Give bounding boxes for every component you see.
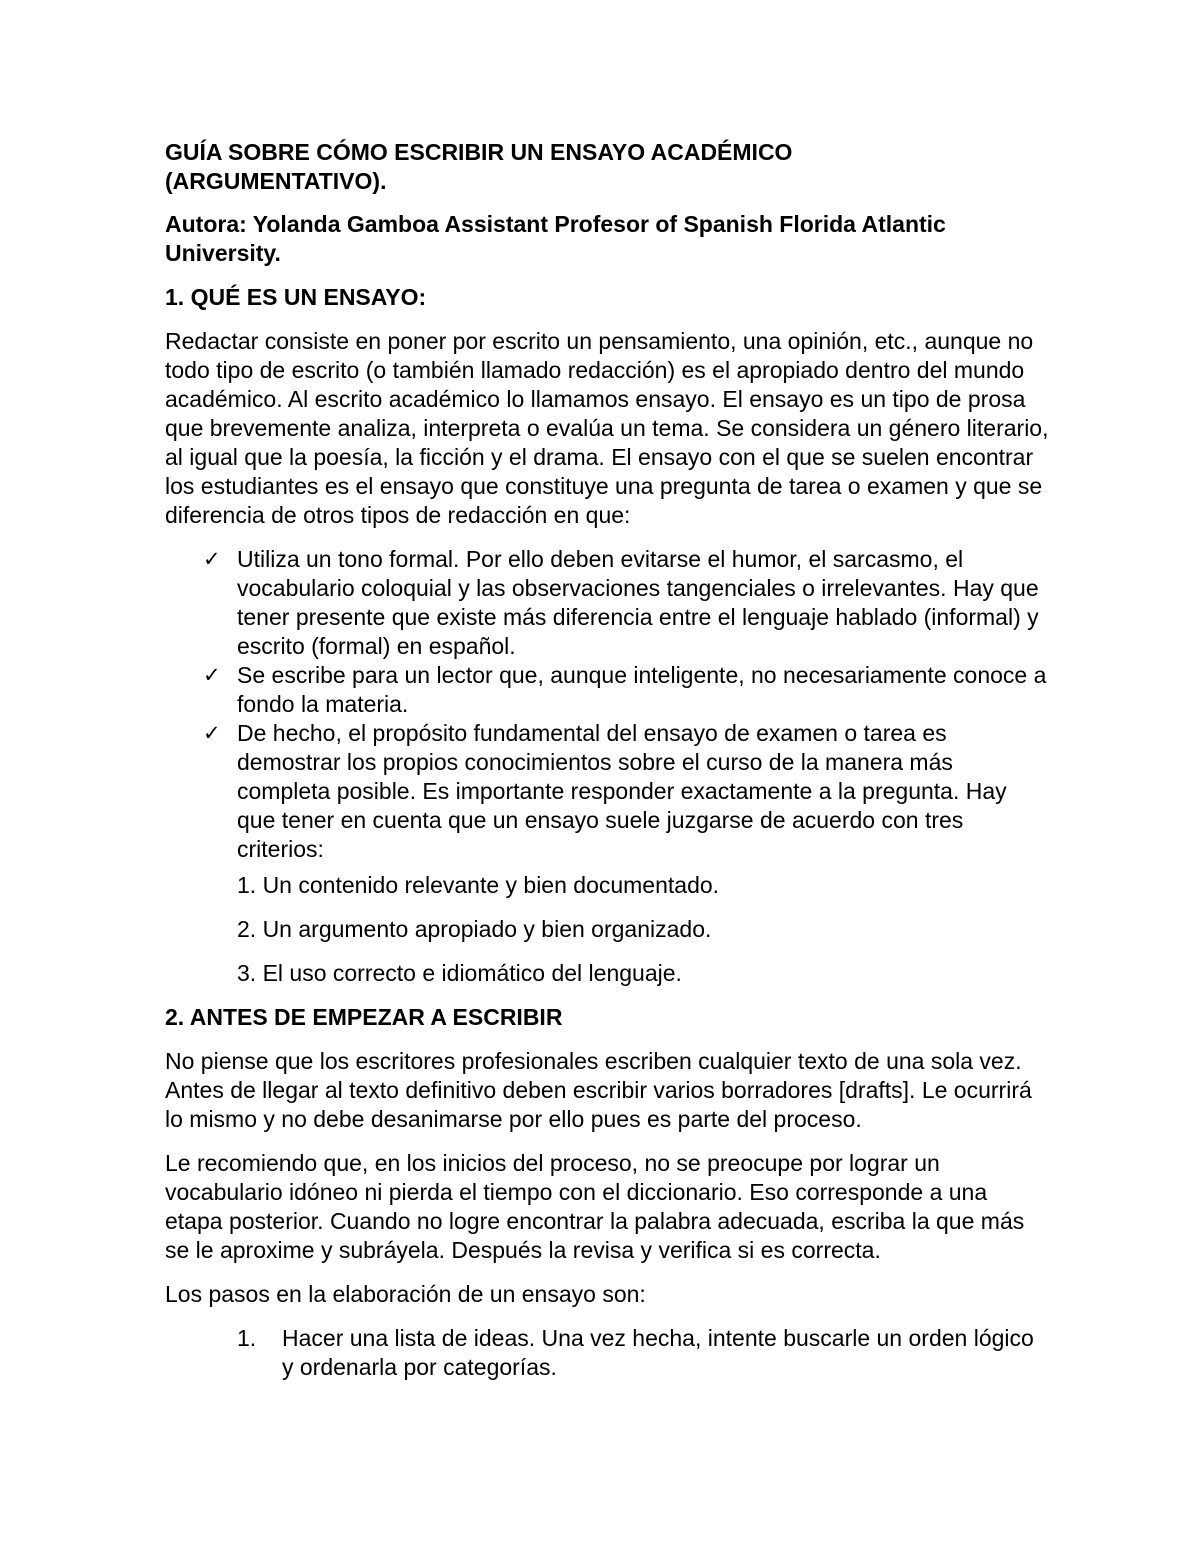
- section-1-intro: Redactar consiste en poner por escrito un pensamiento, una opinión, etc., aunque no todo tipo de escrito (o también llamado redacción) es el apropiado dentro del mundo académico. Al escrito académico lo llamamos ensayo. El ensayo es un tipo de prosa que brevemente analiza, interpreta o evalúa un tema. Se considera un género literario, al igual que la poesía, la ficción y el drama. El ensayo con el que se suelen encontrar los estudiantes es el ensayo que constituye una pregunta de tarea o examen y que se diferencia de otros tipos de redacción en que:: [165, 328, 1049, 528]
- title-line-2: (ARGUMENTATIVO).: [165, 168, 387, 194]
- criteria-item: 2. Un argumento apropiado y bien organizado.: [237, 916, 712, 942]
- section-2-heading: 2. ANTES DE EMPEZAR A ESCRIBIR: [165, 1004, 563, 1030]
- characteristics-checklist: [165, 545, 1050, 864]
- author-line: Autora: Yolanda Gamboa Assistant Profesor of Spanish Florida Atlantic University.: [165, 211, 946, 266]
- checklist-item: [165, 545, 1050, 661]
- checklist-item-text: Se escribe para un lector que, aunque inteligente, no necesariamente conoce a fondo la materia.: [237, 662, 1047, 717]
- document-title: [165, 138, 1050, 196]
- checklist-item-text: De hecho, el propósito fundamental del ensayo de examen o tarea es demostrar los propios conocimientos sobre el curso de la manera más completa posible. Es importante responder exactamente a la pregunta. Hay que tener en cuenta que un ensayo suele juzgarse de acuerdo con tres criterios:: [237, 720, 1007, 862]
- criteria-list: [165, 871, 1050, 988]
- steps-item: [165, 1324, 1050, 1382]
- section-1-heading: 1. QUÉ ES UN ENSAYO:: [165, 284, 427, 310]
- checkmark-icon: ✓: [203, 721, 221, 745]
- step-text: Hacer una lista de ideas. Una vez hecha, intente buscarle un orden lógico y ordenarla por categorías.: [282, 1325, 1034, 1380]
- criteria-item: 3. El uso correcto e idiomático del lenguaje.: [237, 960, 682, 986]
- checkmark-icon: ✓: [203, 547, 221, 571]
- title-line-1: GUÍA SOBRE CÓMO ESCRIBIR UN ENSAYO ACADÉMICO: [165, 139, 793, 165]
- step-number: 1.: [237, 1325, 257, 1351]
- steps-list: [165, 1324, 1050, 1382]
- checklist-item: [165, 661, 1050, 719]
- checkmark-icon: ✓: [203, 663, 221, 687]
- section-2-paragraph-2: Le recomiendo que, en los inicios del proceso, no se preocupe por lograr un vocabulario idóneo ni pierda el tiempo con el diccionario. Eso corresponde a una etapa posterior. Cuando no logre encontrar la palabra adecuada, escriba la que más se le aproxime y subráyela. Después la revisa y verifica si es correcta.: [165, 1150, 1025, 1263]
- checklist-item-text: Utiliza un tono formal. Por ello deben evitarse el humor, el sarcasmo, el vocabulario coloquial y las observaciones tangenciales o irrelevantes. Hay que tener presente que existe más diferencia entre el lenguaje hablado (informal) y escrito (formal) en español.: [237, 546, 1039, 659]
- section-2-paragraph-3: Los pasos en la elaboración de un ensayo son:: [165, 1281, 646, 1307]
- checklist-item: [165, 719, 1050, 864]
- section-2-paragraph-1: No piense que los escritores profesionales escriben cualquier texto de una sola vez. Antes de llegar al texto definitivo deben escribir varios borradores [drafts]. Le ocurrirá lo mismo y no debe desanimarse por ello pues es parte del proceso.: [165, 1048, 1032, 1132]
- criteria-item: 1. Un contenido relevante y bien documentado.: [237, 872, 720, 898]
